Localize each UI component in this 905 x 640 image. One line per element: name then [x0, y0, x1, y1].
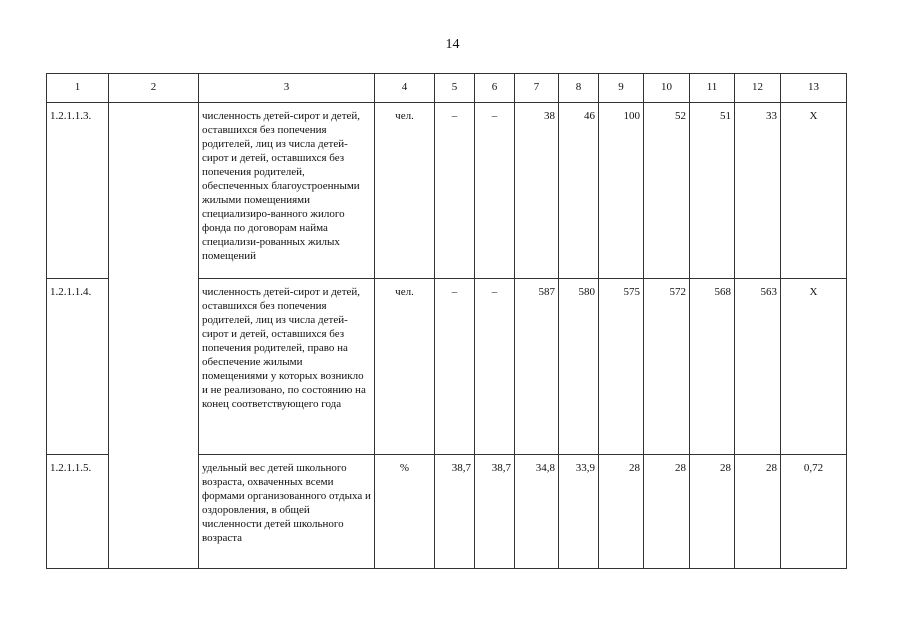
- header-cell: 2: [109, 74, 199, 103]
- header-cell: 1: [47, 74, 109, 103]
- row-value-7: 34,8: [515, 455, 559, 569]
- row-value-6: –: [475, 103, 515, 279]
- indicators-table: [46, 73, 847, 569]
- row-value-8: 46: [559, 103, 599, 279]
- row-value-7: 587: [515, 279, 559, 455]
- col2-merged-cell: [109, 103, 199, 569]
- row-unit: чел.: [375, 103, 435, 279]
- row-code: 1.2.1.1.3.: [47, 103, 109, 279]
- row-unit: %: [375, 455, 435, 569]
- row-value-8: 580: [559, 279, 599, 455]
- row-description: численность детей-сирот и детей, оставшихся без попечения родителей, лиц из числа детей-сирот и детей, оставшихся без попечения родителей, обеспеченных благоустроенными жилыми помещениями специализиро-ванного жилого фонда по договорам найма специализи-рованных жилых помещений: [199, 103, 375, 279]
- row-value-10: 28: [644, 455, 690, 569]
- header-cell: 10: [644, 74, 690, 103]
- row-value-5: –: [435, 279, 475, 455]
- header-cell: 3: [199, 74, 375, 103]
- row-value-10: 572: [644, 279, 690, 455]
- row-value-13: Х: [781, 279, 847, 455]
- header-cell: 9: [599, 74, 644, 103]
- row-value-8: 33,9: [559, 455, 599, 569]
- row-value-9: 100: [599, 103, 644, 279]
- row-value-12: 33: [735, 103, 781, 279]
- row-value-13: 0,72: [781, 455, 847, 569]
- row-description: удельный вес детей школьного возраста, охваченных всеми формами организованного отдыха и оздоровления, в общей численности детей школьного возраста: [199, 455, 375, 569]
- row-value-5: 38,7: [435, 455, 475, 569]
- row-value-6: –: [475, 279, 515, 455]
- row-value-12: 28: [735, 455, 781, 569]
- header-cell: 7: [515, 74, 559, 103]
- header-cell: 12: [735, 74, 781, 103]
- header-cell: 13: [781, 74, 847, 103]
- row-value-7: 38: [515, 103, 559, 279]
- row-value-13: Х: [781, 103, 847, 279]
- table-row: [47, 103, 847, 279]
- row-description: численность детей-сирот и детей, оставшихся без попечения родителей, лиц из числа детей-сирот и детей, оставшихся без попечения родителей, право на обеспечение жилыми помещениями у которых возникло и не реализовано, по состоянию на конец соответствующего года: [199, 279, 375, 455]
- row-value-12: 563: [735, 279, 781, 455]
- row-code: 1.2.1.1.4.: [47, 279, 109, 455]
- row-value-11: 51: [690, 103, 735, 279]
- row-value-9: 575: [599, 279, 644, 455]
- row-value-11: 28: [690, 455, 735, 569]
- row-value-5: –: [435, 103, 475, 279]
- header-cell: 5: [435, 74, 475, 103]
- row-value-10: 52: [644, 103, 690, 279]
- header-cell: 8: [559, 74, 599, 103]
- row-code: 1.2.1.1.5.: [47, 455, 109, 569]
- row-unit: чел.: [375, 279, 435, 455]
- header-cell: 4: [375, 74, 435, 103]
- row-value-9: 28: [599, 455, 644, 569]
- row-value-11: 568: [690, 279, 735, 455]
- header-cell: 11: [690, 74, 735, 103]
- page-number: 14: [445, 37, 460, 52]
- row-value-6: 38,7: [475, 455, 515, 569]
- header-cell: 6: [475, 74, 515, 103]
- header-row: [47, 74, 847, 103]
